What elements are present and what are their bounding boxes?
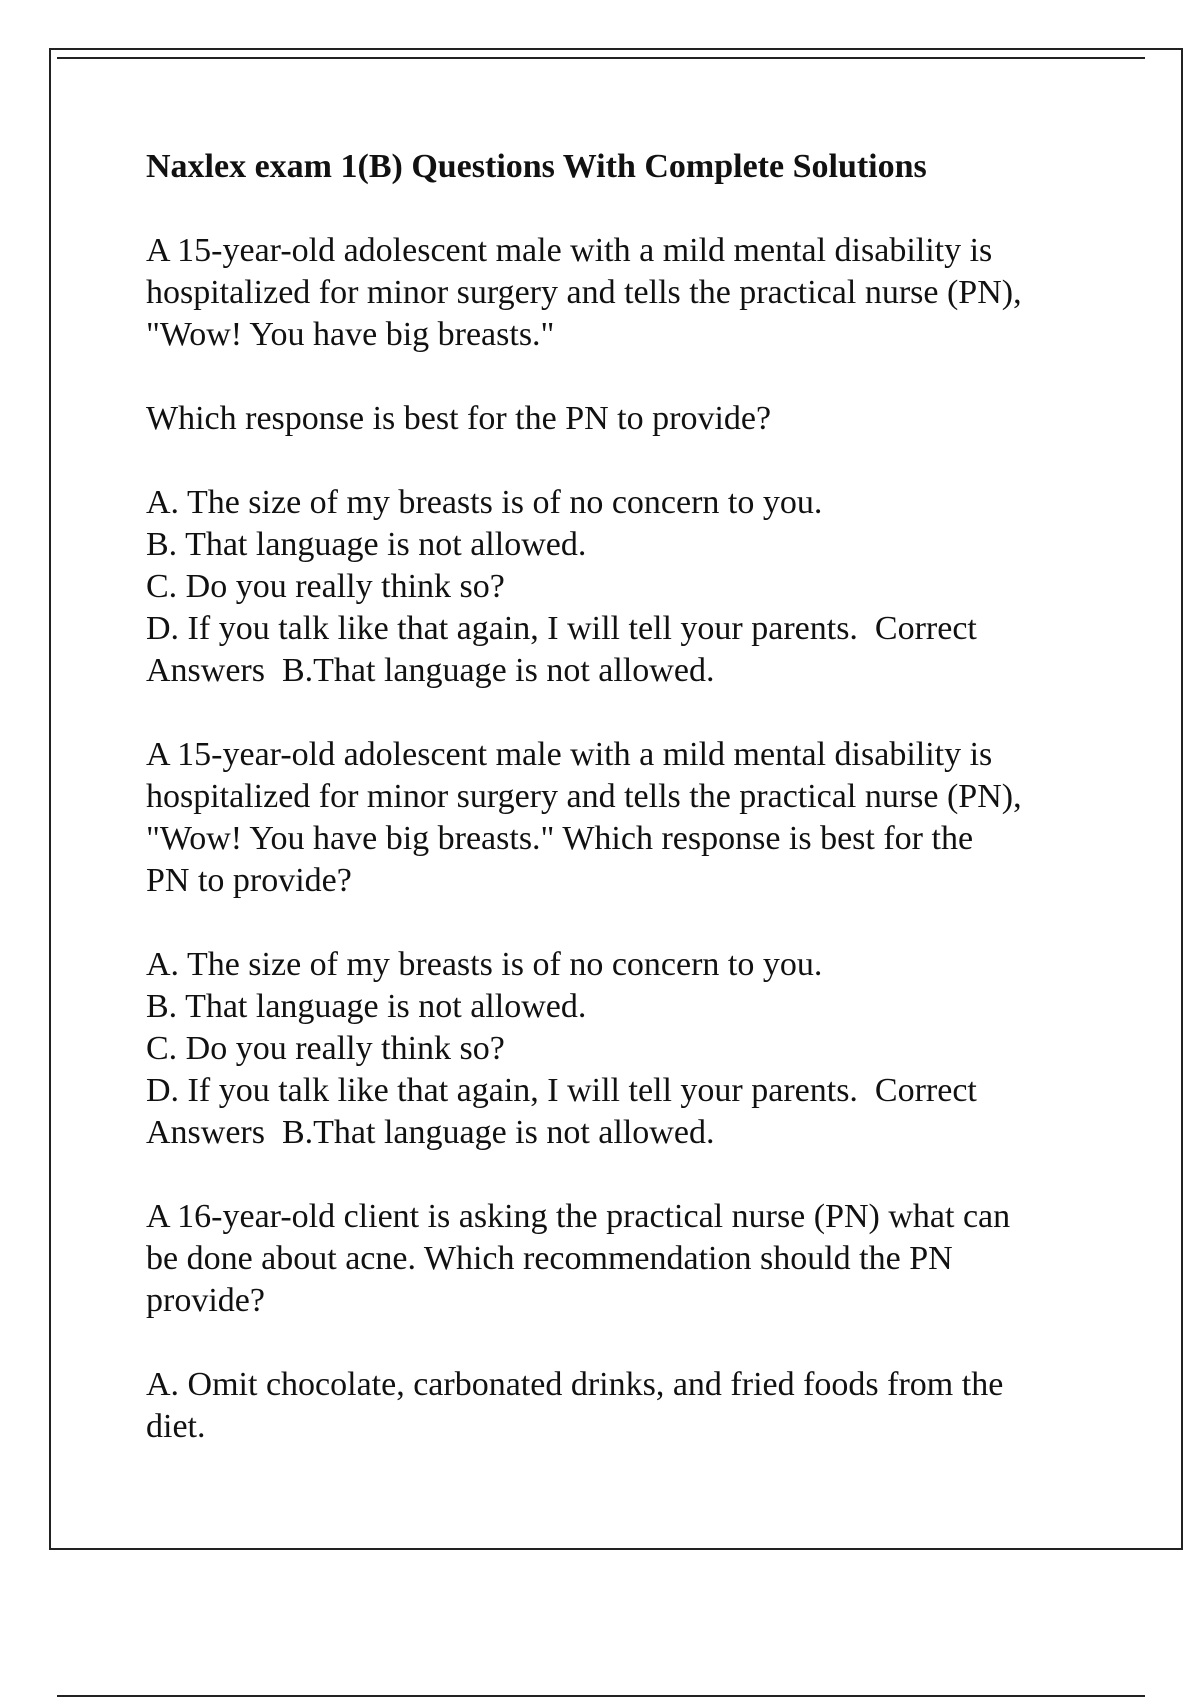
option-line: A. The size of my breasts is of no concern to you.: [146, 484, 823, 521]
answer-line: Answers B.That language is not allowed.: [146, 1114, 715, 1151]
option-line: A. The size of my breasts is of no concern to you.: [146, 946, 823, 983]
question-2-options: [146, 944, 1106, 1154]
question-3-options: [146, 1364, 1106, 1448]
option-line: B. That language is not allowed.: [146, 526, 587, 563]
option-line: diet.: [146, 1408, 206, 1445]
option-line: D. If you talk like that again, I will tell your parents. Correct: [146, 1072, 977, 1109]
option-line: C. Do you really think so?: [146, 568, 505, 605]
document-content: [146, 146, 1106, 1490]
question-1-stem: A 15-year-old adolescent male with a mild mental disability is hospitalized for minor surgery and tells the practical nurse (PN), "Wow! You have big breasts.": [146, 232, 1022, 353]
question-3-stem: A 16-year-old client is asking the practical nurse (PN) what can be done about acne. Which recommendation should the PN provide?: [146, 1198, 1011, 1319]
question-2-stem: A 15-year-old adolescent male with a mild mental disability is hospitalized for minor surgery and tells the practical nurse (PN), "Wow! You have big breasts." Which response is best for the PN to provide?: [146, 736, 1022, 899]
bottom-rule: [57, 1695, 1145, 1697]
answer-line: Answers B.That language is not allowed.: [146, 652, 715, 689]
question-1-options: [146, 482, 1106, 692]
document-title: Naxlex exam 1(B) Questions With Complete Solutions: [146, 148, 927, 185]
option-line: D. If you talk like that again, I will tell your parents. Correct: [146, 610, 977, 647]
option-line: C. Do you really think so?: [146, 1030, 505, 1067]
option-line: B. That language is not allowed.: [146, 988, 587, 1025]
option-line: A. Omit chocolate, carbonated drinks, and fried foods from the: [146, 1366, 1004, 1403]
question-1-prompt: Which response is best for the PN to provide?: [146, 400, 772, 437]
